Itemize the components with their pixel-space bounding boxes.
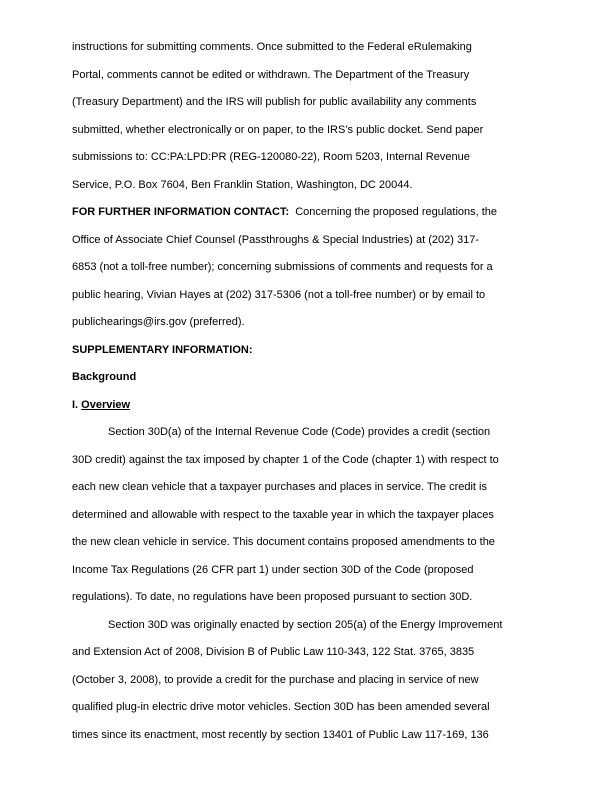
text-line: regulations). To date, no regulations have been proposed pursuant to section 30D. xyxy=(72,591,473,603)
document-page xyxy=(72,34,544,749)
background-heading: Background xyxy=(72,371,137,383)
text-line: publichearings@irs.gov (preferred). xyxy=(72,316,245,328)
contact-first-line xyxy=(72,199,544,227)
text-line: determined and allowable with respect to the taxable year in which the taxpayer places xyxy=(72,508,494,521)
text-line: submitted, whether electronically or on paper, to the IRS’s public docket. Send paper xyxy=(72,123,484,136)
text-line: Income Tax Regulations (26 CFR part 1) under section 30D of the Code (proposed xyxy=(72,563,474,576)
text-line: each new clean vehicle that a taxpayer purchases and places in service. The credit is xyxy=(72,481,487,493)
overview-heading xyxy=(72,392,544,420)
text-line: 6853 (not a toll-free number); concerning submissions of comments and requests for a xyxy=(72,261,493,273)
contact-label: FOR FURTHER INFORMATION CONTACT: xyxy=(72,206,290,218)
text-line: Service, P.O. Box 7604, Ben Franklin Station, Washington, DC 20044. xyxy=(72,178,413,191)
text-line: Section 30D was originally enacted by section 205(a) of the Energy Improvement xyxy=(108,618,503,631)
overview-title: Overview xyxy=(81,398,131,411)
text-line: (Treasury Department) and the IRS will publish for public availability any comments xyxy=(72,96,477,108)
text-line: 30D credit) against the tax imposed by chapter 1 of the Code (chapter 1) with respect to xyxy=(72,453,499,466)
overview-number: I. xyxy=(72,398,82,411)
text-line: times since its enactment, most recently by section 13401 of Public Law 117-169, 136 xyxy=(72,728,489,741)
contact-text: Concerning the proposed regulations, the xyxy=(289,206,498,218)
text-line: qualified plug-in electric drive motor vehicles. Section 30D has been amended several xyxy=(72,701,490,713)
text-line: the new clean vehicle in service. This document contains proposed amendments to the xyxy=(72,536,495,548)
text-line: public hearing, Vivian Hayes at (202) 317-5306 (not a toll-free number) or by email to xyxy=(72,288,486,301)
text-line: and Extension Act of 2008, Division B of Public Law 110-343, 122 Stat. 3765, 3835 xyxy=(72,646,475,658)
text-line: Office of Associate Chief Counsel (Passthroughs & Special Industries) at (202) 317- xyxy=(72,233,480,246)
text-line: Section 30D(a) of the Internal Revenue Code (Code) provides a credit (section xyxy=(108,426,491,438)
text-line: instructions for submitting comments. Once submitted to the Federal eRulemaking xyxy=(72,41,472,53)
text-line: Portal, comments cannot be edited or withdrawn. The Department of the Treasury xyxy=(72,68,470,81)
text-line: (October 3, 2008), to provide a credit for the purchase and placing in service of new xyxy=(72,673,479,686)
supplementary-heading: SUPPLEMENTARY INFORMATION: xyxy=(72,343,253,356)
text-line: submissions to: CC:PA:LPD:PR (REG-120080-22), Room 5203, Internal Revenue xyxy=(72,151,470,163)
